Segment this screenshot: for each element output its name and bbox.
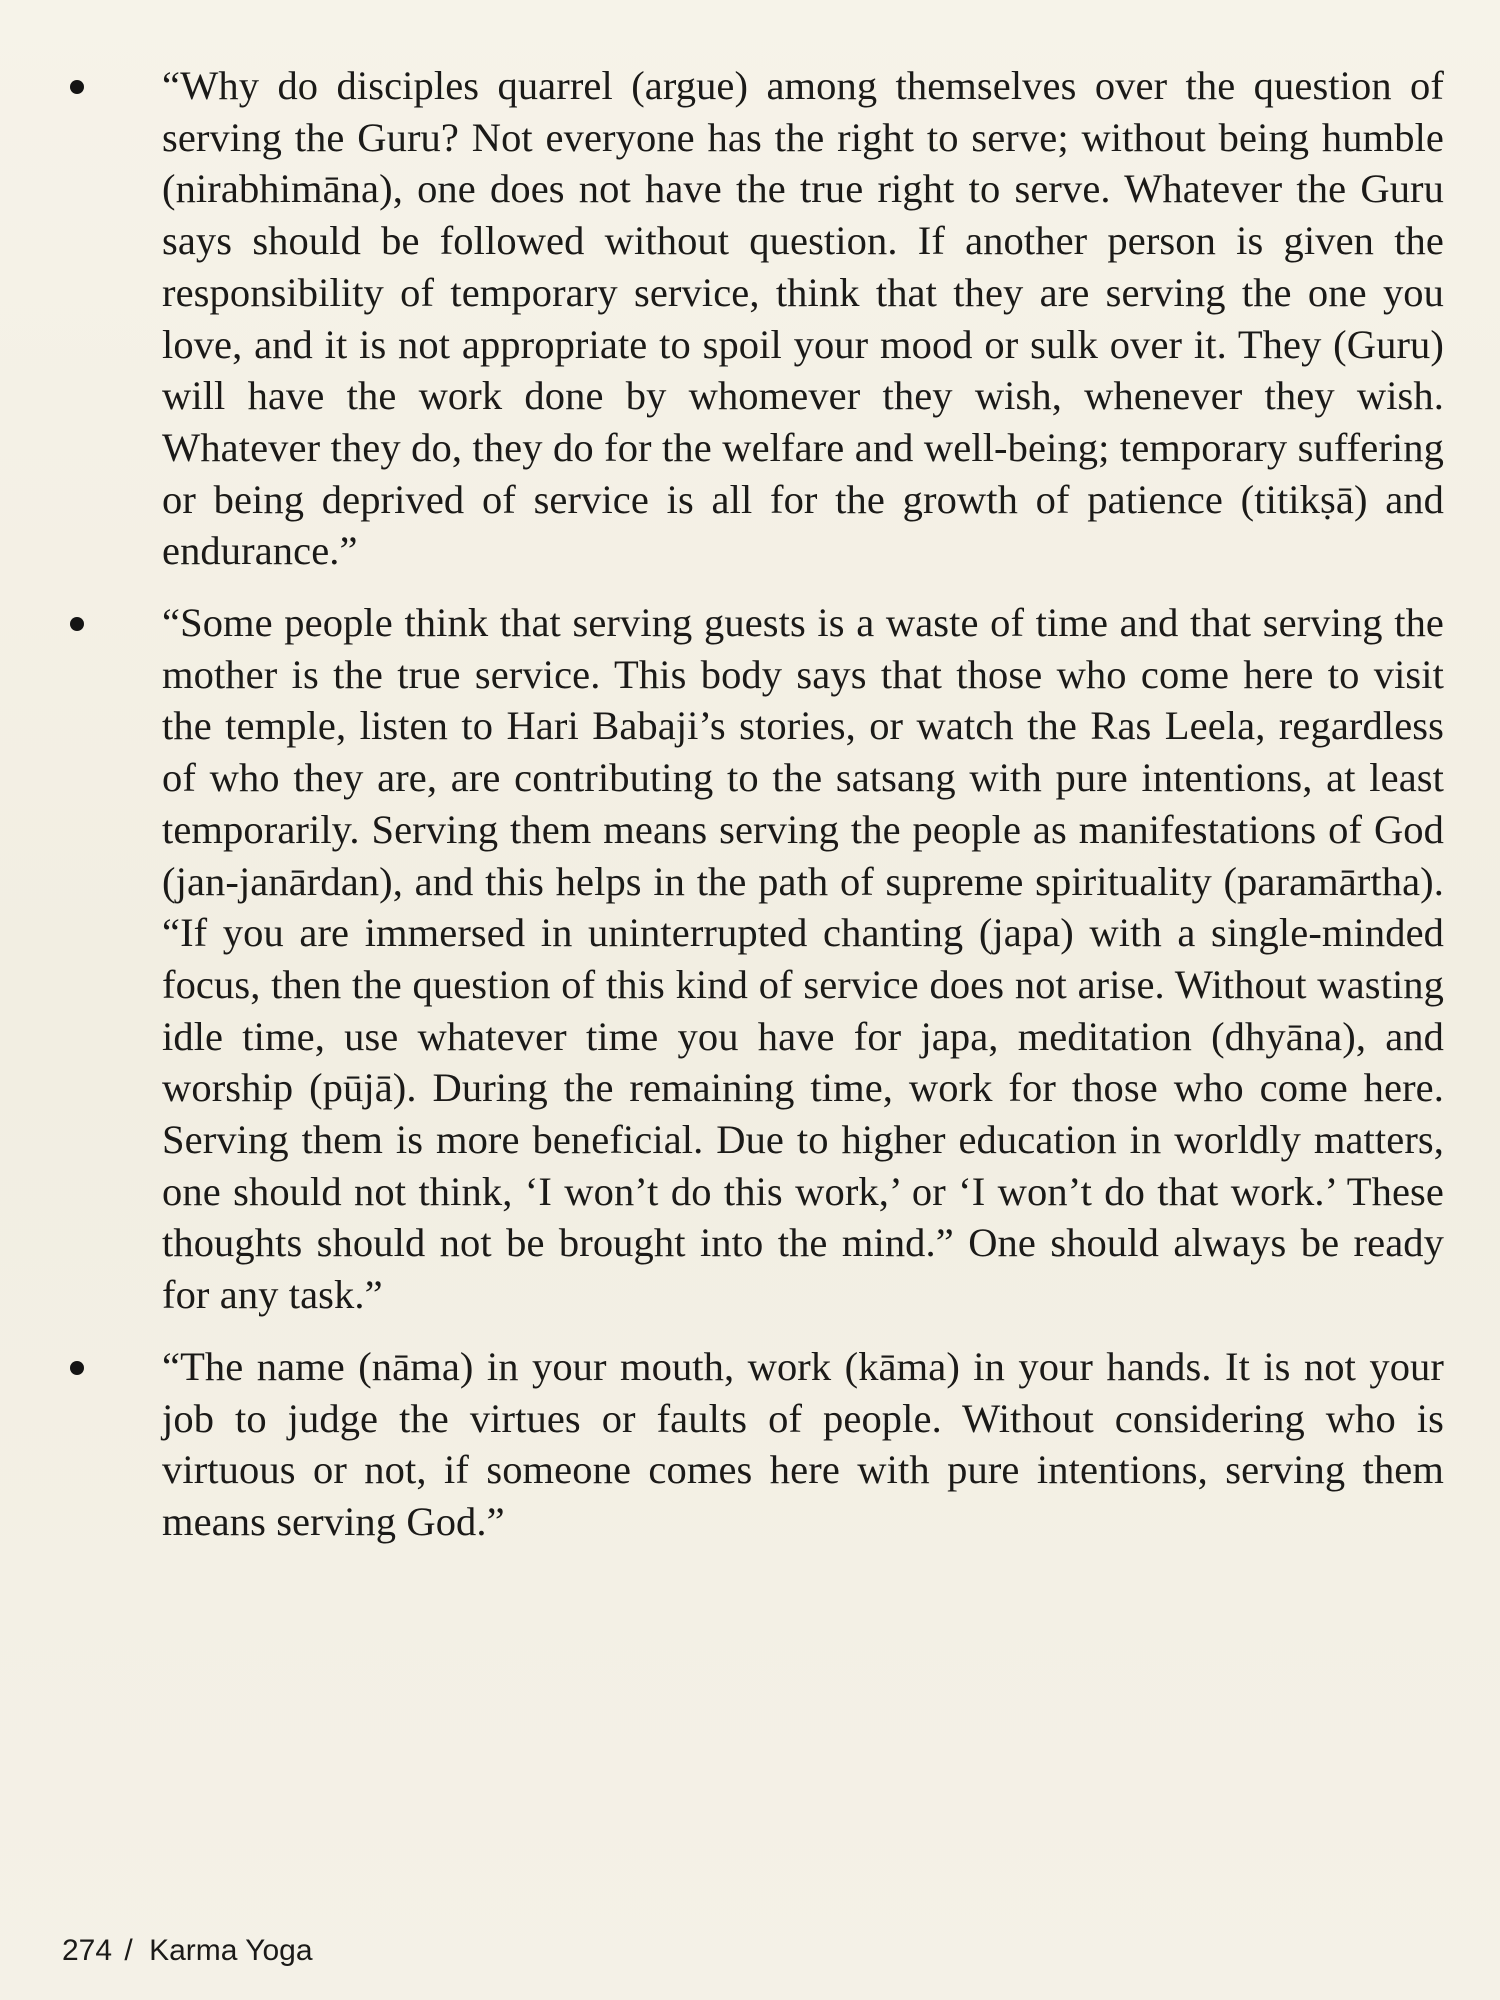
page-number: 274: [62, 1934, 113, 1967]
page-footer: [62, 1933, 313, 1969]
book-section-title: Karma Yoga: [149, 1934, 313, 1967]
bullet-list: [60, 60, 1444, 1568]
bullet-item: [60, 597, 1444, 1321]
bullet-paragraph: “Some people think that serving guests is a waste of time and that serving the mother is the true service. This body says that those who come here to visit the temple, listen to Hari Babaji’s stories, or watch the Ras Leela, regardless of who they are, are contributing to the satsang with pure intentions, at least temporarily. Serving them means serving the people as manifestations of God (jan-janārdan), and this helps in the path of supreme spirituality (paramārtha). “If you are immersed in uninterrupted chanting (japa) with a single-minded focus, then the question of this kind of service does not arise. Without wasting idle time, use whatever time you have for japa, meditation (dhyāna), and worship (pūjā). During the remaining time, work for those who come here. Serving them is more beneficial. Due to higher education in worldly matters, one should not think, ‘I won’t do this work,’ or ‘I won’t do that work.’ These thoughts should not be brought into the mind.” One should always be ready for any task.”: [162, 600, 1444, 1318]
bullet-icon: [70, 1361, 84, 1375]
bullet-paragraph: “The name (nāma) in your mouth, work (kāma) in your hands. It is not your job to judge the virtues or faults of people. Without considering who is virtuous or not, if someone comes here with pure intentions, serving them means serving God.”: [162, 1343, 1444, 1544]
bullet-icon: [70, 617, 84, 631]
bullet-paragraph: “Why do disciples quarrel (argue) among themselves over the question of serving the Guru? Not everyone has the right to serve; without being humble (nirabhimāna), one does not have the true right to serve. Whatever the Guru says should be followed without question. If another person is given the responsibility of temporary service, think that they are serving the one you love, and it is not appropriate to spoil your mood or sulk over it. They (Guru) will have the work done by whomever they wish, whenever they wish. Whatever they do, they do for the welfare and well-being; temporary suffering or being deprived of service is all for the growth of patience (titikṣā) and endurance.”: [162, 63, 1444, 574]
bullet-item: [60, 60, 1444, 577]
bullet-icon: [70, 80, 84, 94]
bullet-item: [60, 1341, 1444, 1548]
footer-separator: /: [124, 1934, 133, 1967]
